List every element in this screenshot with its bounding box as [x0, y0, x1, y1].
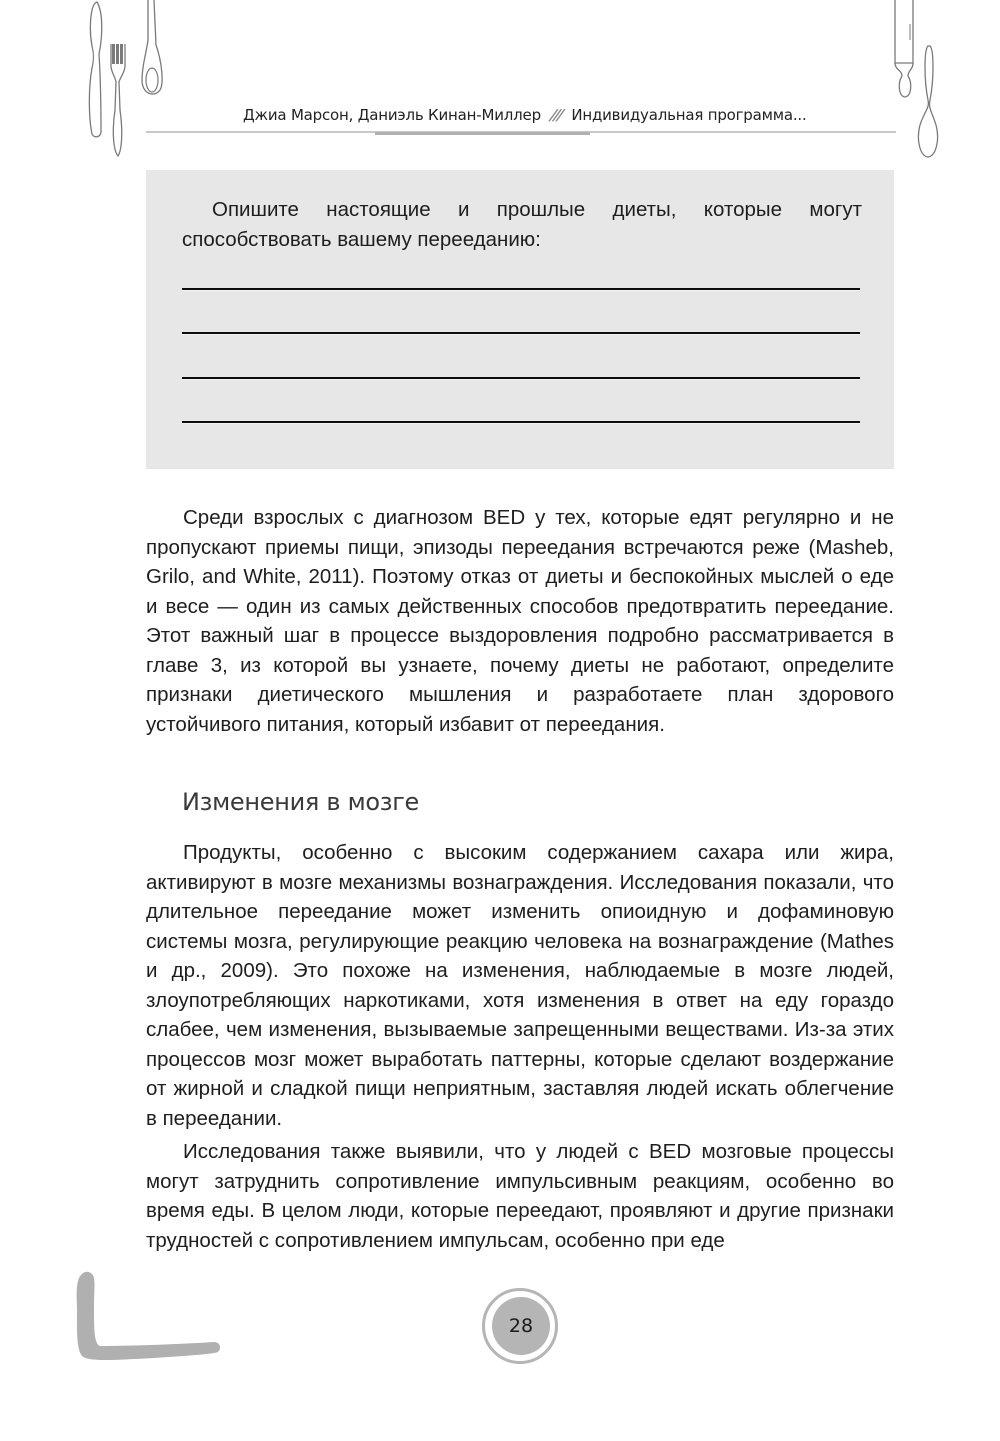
corner-bracket-decoration	[74, 1268, 224, 1368]
body-paragraph-1: Среди взрослых с диагнозом BED у тех, которые едят регулярно и не пропускают приемы пищи, эпизоды переедания встречаются реже (Masheb, Grilo, and White, 2011). Поэтому отказ от диеты и беспокойных мыслей о еде и весе — один из самых действенных способов предотвратить переедание. Этот важный шаг в процессе выздоровления подробно рассматривается в главе 3, из которой вы узнаете, почему диеты не работают, определите признаки диетического мышления и разработаете план здорового устойчивого питания, который избавит от переедания.	[146, 506, 894, 736]
answer-line-4[interactable]	[182, 421, 860, 424]
answer-line-3[interactable]	[182, 377, 860, 380]
answer-line-1[interactable]	[182, 288, 860, 291]
spoon-icon	[142, 0, 162, 94]
answer-line-2[interactable]	[182, 332, 860, 335]
exercise-prompt: Опишите настоящие и прошлые диеты, которые могут способствовать вашему перееданию:	[182, 198, 862, 251]
header-authors: Джиа Марсон, Даниэль Кинан-Миллер	[243, 106, 541, 124]
section-heading: Изменения в мозге	[182, 788, 419, 816]
body-paragraph-2: Продукты, особенно с высоким содержанием сахара или жира, активируют в мозге механизмы вознаграждения. Исследования показали, что длительное переедание может изменить опиоидную и дофаминовую системы мозга, регулирующие реакцию человека на вознаграждение (Mathes и др., 2009). Это похоже на изменения, наблюдаемые в мозге людей, злоупотребляющих наркотиками, хотя изменения в ответ на еду гораздо слабее, чем изменения, вызываемые запрещенными веществами. Из-за этих процессов мозг может выработать паттерны, которые сделают воздержание от жирной и сладкой пищи неприятным, заставляя людей искать облегчение в переедании.	[146, 841, 894, 1130]
spoon-icon	[918, 46, 937, 157]
rolling-pin-icon	[895, 0, 913, 97]
header-book-title: Индивидуальная программа...	[571, 106, 807, 124]
knife-icon	[89, 2, 101, 137]
cutlery-decoration-left	[80, 0, 170, 160]
cutlery-decoration-right	[880, 0, 960, 165]
page-number: 28	[492, 1297, 550, 1355]
fork-icon	[111, 44, 125, 156]
body-paragraph-3: Исследования также выявили, что у людей с BED мозговые процессы могут затруднить сопротивление импульсивным реакциям, особенно во время еды. В целом люди, которые переедают, проявляют и другие признаки трудностей с сопротивлением импульсам, особенно при еде	[146, 1140, 894, 1252]
header-separator: ///	[548, 106, 564, 124]
header-rule-accent	[375, 132, 590, 135]
running-header	[243, 103, 843, 127]
